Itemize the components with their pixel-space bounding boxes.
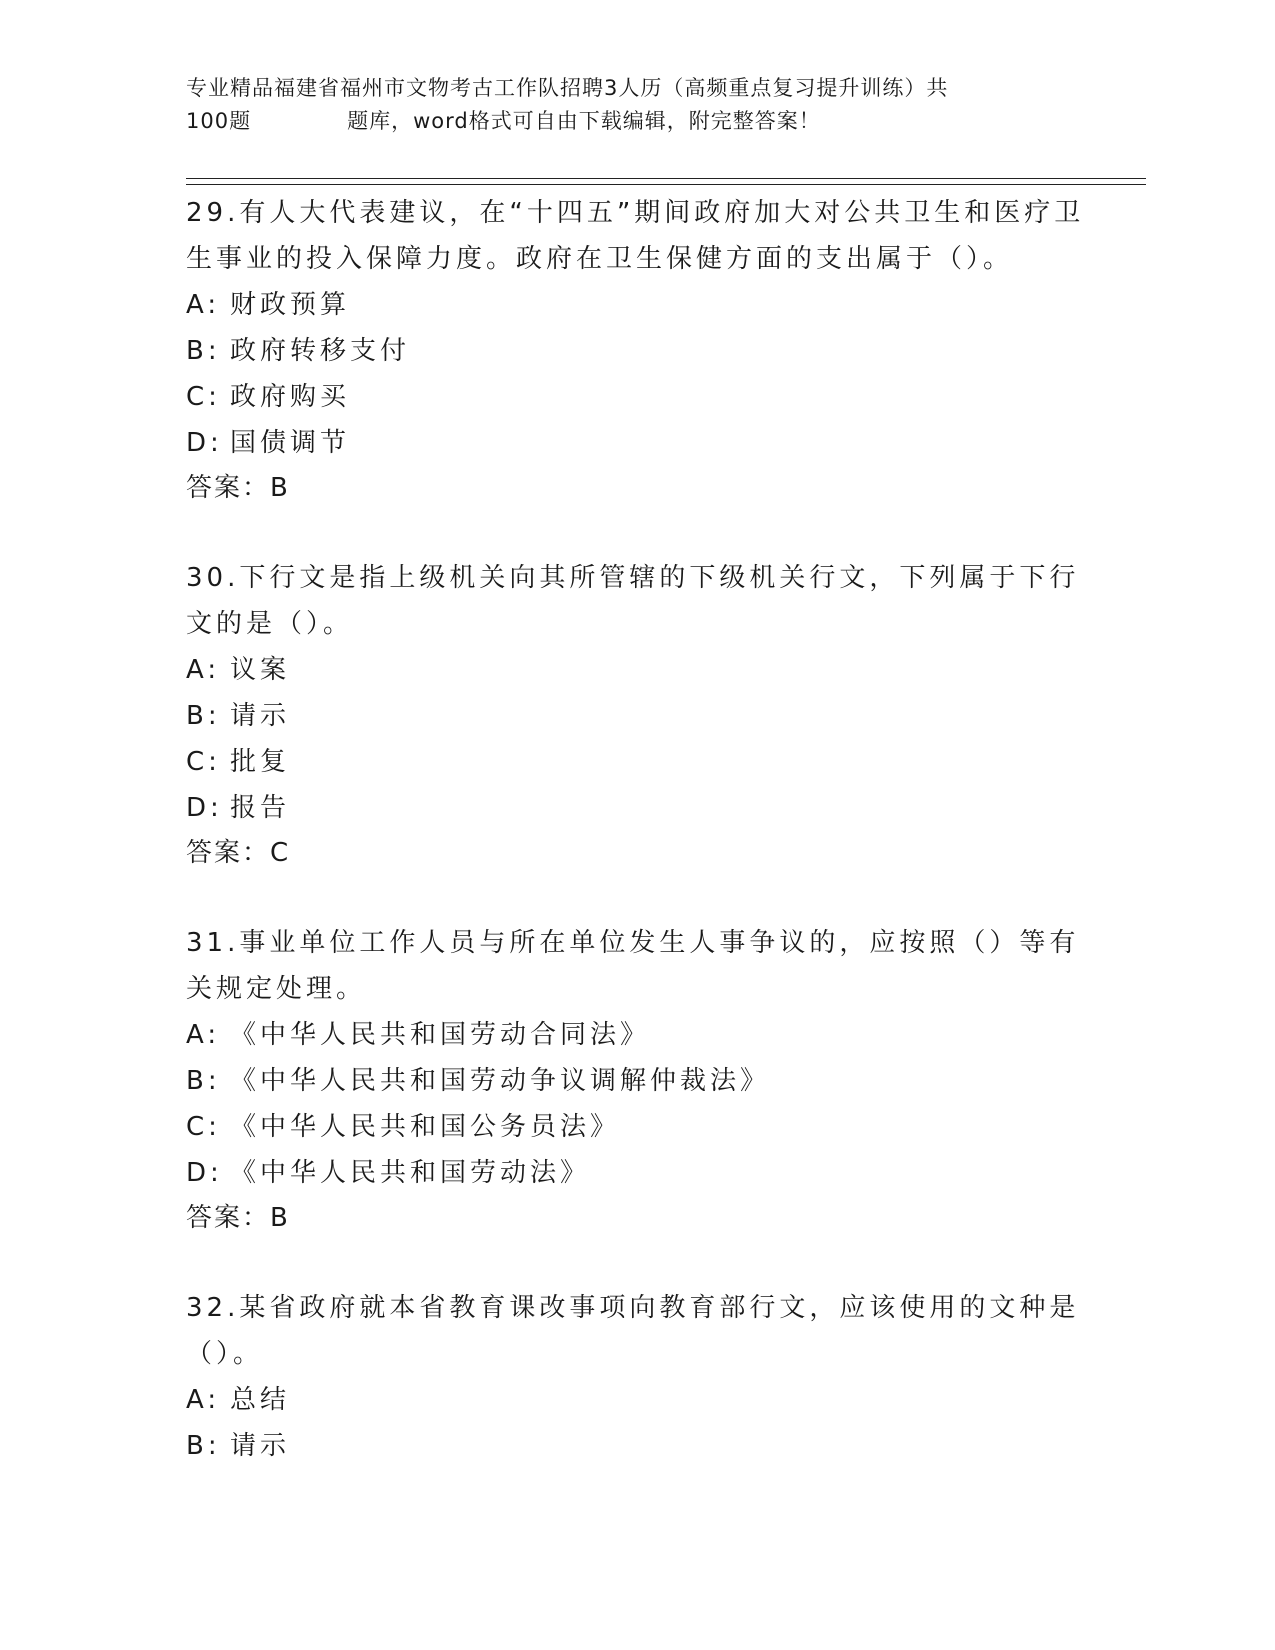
- option-b: [186, 328, 1086, 374]
- option-key: A:: [186, 655, 221, 685]
- answer-line: 答案：B: [186, 473, 290, 503]
- option-key: B:: [186, 336, 221, 366]
- option-text: 批复: [230, 747, 291, 777]
- option-text: 政府购买: [230, 382, 351, 412]
- option-text: 《中华人民共和国劳动争议调解仲裁法》: [230, 1066, 771, 1096]
- question-stem: 31.事业单位工作人员与所在单位发生人事争议的，应按照（）等有关规定处理。: [186, 928, 1080, 1004]
- option-text: 《中华人民共和国公务员法》: [230, 1112, 621, 1142]
- option-key: A:: [186, 1020, 221, 1050]
- option-text: 总结: [230, 1385, 291, 1415]
- option-key: C:: [186, 747, 221, 777]
- option-key: C:: [186, 1112, 221, 1142]
- document-header: [186, 72, 1066, 138]
- option-d: [186, 1150, 1086, 1196]
- option-key: B:: [186, 1066, 221, 1096]
- header-title-line: 专业精品福建省福州市文物考古工作队招聘3人历（高频重点复习提升训练）共: [186, 76, 949, 100]
- option-key: D:: [186, 793, 223, 823]
- option-text: 报告: [230, 793, 291, 823]
- option-a: [186, 647, 1086, 693]
- option-d: [186, 785, 1086, 831]
- header-divider-bottom: [186, 184, 1146, 185]
- option-key: A:: [186, 290, 221, 320]
- option-text: 《中华人民共和国劳动法》: [230, 1158, 591, 1188]
- option-c: [186, 739, 1086, 785]
- option-text: 国债调节: [230, 428, 351, 458]
- option-key: B:: [186, 701, 221, 731]
- header-question-count: 100题: [186, 109, 252, 133]
- option-key: D:: [186, 1158, 223, 1188]
- option-b: [186, 1423, 1086, 1469]
- answer-line: 答案：C: [186, 838, 291, 868]
- question-list: [186, 190, 1086, 1469]
- option-text: 请示: [230, 701, 291, 731]
- question-32: [186, 1285, 1086, 1469]
- option-key: D:: [186, 428, 223, 458]
- option-key: A:: [186, 1385, 221, 1415]
- header-subtitle-line: [186, 105, 1066, 138]
- option-key: C:: [186, 382, 221, 412]
- option-b: [186, 693, 1086, 739]
- answer-line: 答案：B: [186, 1203, 290, 1233]
- question-stem: 30.下行文是指上级机关向其所管辖的下级机关行文，下列属于下行文的是（）。: [186, 563, 1080, 639]
- question-stem: 32.某省政府就本省教育课改事项向教育部行文，应该使用的文种是（）。: [186, 1293, 1080, 1369]
- header-description: 题库，word格式可自由下载编辑，附完整答案！: [347, 109, 821, 133]
- header-divider-top: [186, 178, 1146, 179]
- option-a: [186, 1377, 1086, 1423]
- option-text: 财政预算: [230, 290, 351, 320]
- option-a: [186, 282, 1086, 328]
- question-stem: 29.有人大代表建议，在“十四五”期间政府加大对公共卫生和医疗卫生事业的投入保障力度。政府在卫生保健方面的支出属于（）。: [186, 198, 1085, 274]
- option-text: 请示: [230, 1431, 291, 1461]
- option-d: [186, 420, 1086, 466]
- option-text: 议案: [230, 655, 291, 685]
- option-text: 政府转移支付: [230, 336, 411, 366]
- option-c: [186, 374, 1086, 420]
- question-31: [186, 920, 1086, 1240]
- question-29: [186, 190, 1086, 510]
- question-30: [186, 555, 1086, 875]
- option-key: B:: [186, 1431, 221, 1461]
- option-c: [186, 1104, 1086, 1150]
- option-a: [186, 1012, 1086, 1058]
- option-text: 《中华人民共和国劳动合同法》: [230, 1020, 651, 1050]
- option-b: [186, 1058, 1086, 1104]
